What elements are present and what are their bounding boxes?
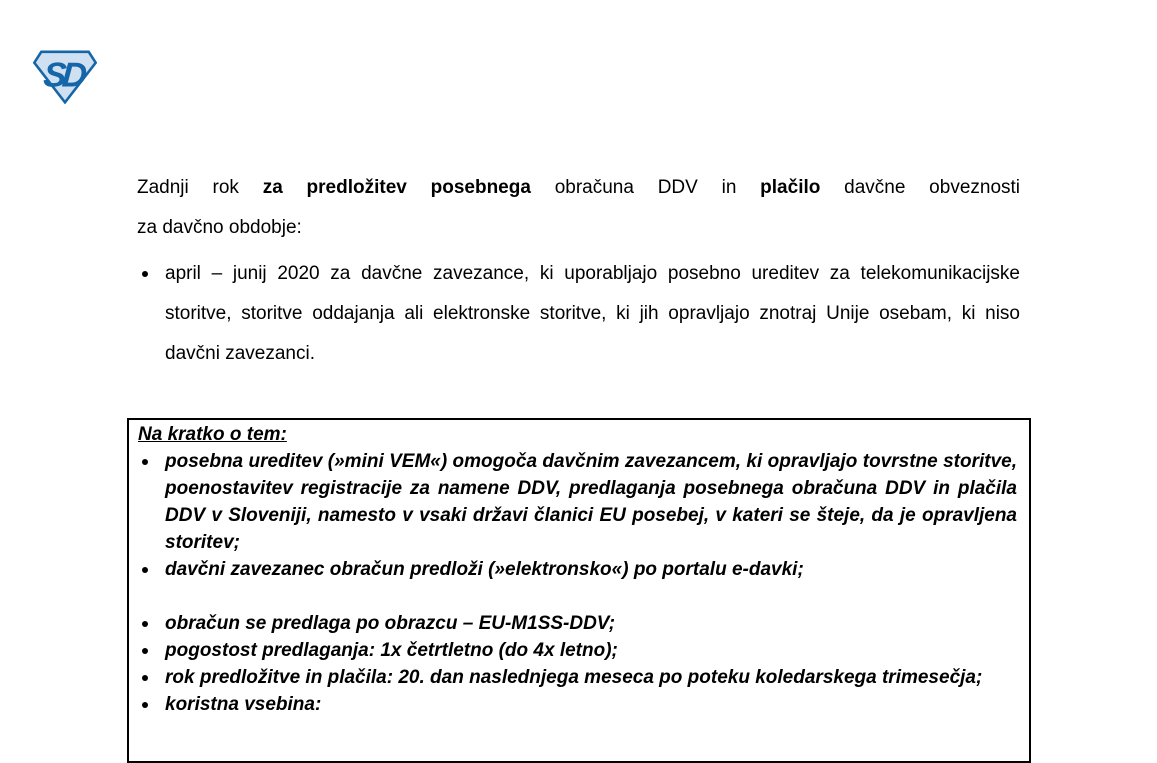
list-item [137, 254, 1020, 374]
bullet-marker-icon [138, 448, 165, 475]
bullet-marker-icon [138, 610, 165, 637]
bullet-marker-icon [138, 556, 165, 583]
logo-letters: SD [42, 56, 84, 95]
summary-list-item [138, 664, 1017, 691]
intro-text-segment: davčne obveznosti [844, 177, 1020, 198]
summary-list-item-text: rok predložitve in plačila: 20. dan naslednjega meseca po poteku koledarskega trimesečja; [165, 667, 983, 688]
intro-text-segment-bold: plačilo [760, 177, 845, 198]
intro-line-2: za davčno obdobje: [137, 217, 302, 238]
bullet-marker-icon [138, 691, 165, 718]
summary-list-item-text: pogostost predlaganja: 1x četrtletno (do 4x letno); [165, 640, 618, 661]
list-item-text: april – junij 2020 za davčne zavezance, ki uporabljajo posebno ureditev za telekomunikacijske storitve, storitve oddajanja ali elektronske storitve, ki jih opravljajo znotraj Unije osebam, ki niso davčni zavezanci. [165, 263, 1020, 364]
summary-list-item [138, 556, 1017, 583]
intro-line-1 [137, 168, 1020, 208]
intro-text-segment: Zadnji rok [137, 177, 263, 198]
summary-list-item-text: posebna ureditev (»mini VEM«) omogoča davčnim zavezancem, ki opravljajo tovrstne storitve, poenostavitev registracije za namene DDV, predlaganja posebnega obračuna DDV in plačila DDV v Sloveniji, namesto v vsaki državi članici EU posebej, v kateri se šteje, da je opravljena storitev; [165, 451, 1017, 553]
summary-list-item-text: koristna vsebina: [165, 694, 322, 715]
summary-list-item-text: davčni zavezanec obračun predloži (»elektronsko«) po portalu e-davki; [165, 559, 804, 580]
summary-list-item [138, 448, 1017, 556]
summary-box [127, 418, 1031, 763]
intro-text-segment-bold: za predložitev posebnega [262, 177, 555, 198]
bullet-marker-icon [138, 637, 165, 664]
main-text-block [137, 168, 1020, 374]
bullet-marker-icon [138, 664, 165, 691]
summary-list-item-text: obračun se predlaga po obrazcu – EU-M1SS-DDV; [165, 613, 616, 634]
summary-box-heading: Na kratko o tem: [138, 424, 287, 445]
intro-text-segment: obračuna DDV in [554, 177, 761, 198]
summary-list-item [138, 691, 1017, 718]
summary-list-item [138, 637, 1017, 664]
summary-list-item [138, 610, 1017, 637]
sd-logo-icon [33, 47, 97, 104]
bullet-marker-icon [137, 254, 165, 294]
